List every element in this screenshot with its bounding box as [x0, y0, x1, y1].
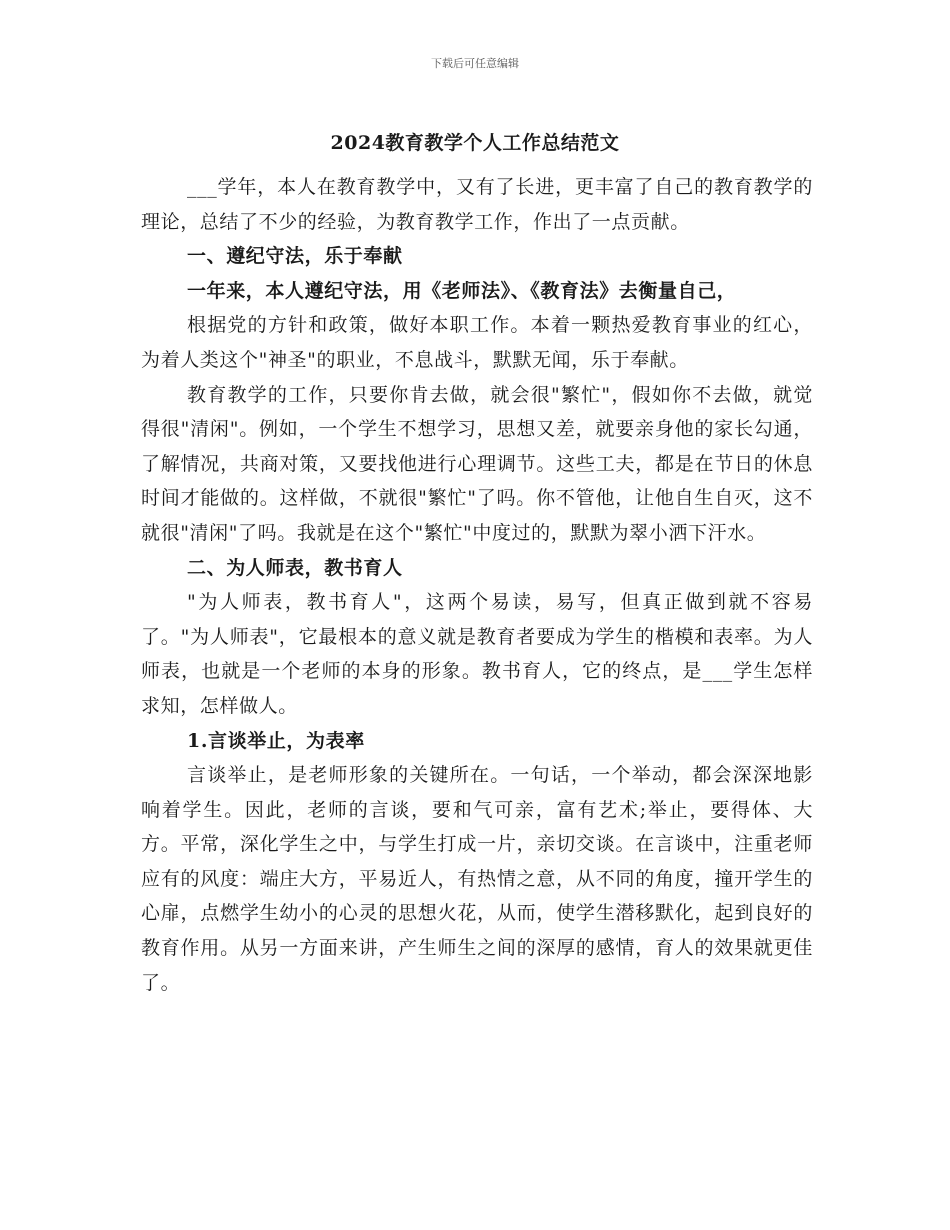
section-heading-2: 二、为人师表，教书育人	[187, 556, 403, 579]
document-title: 2024教育教学个人工作总结范文	[330, 132, 620, 154]
bold-lead-sentence: 一年来，本人遵纪守法，用《老师法》、《教育法》去衡量自己，	[187, 279, 737, 302]
document-body	[141, 170, 813, 1000]
intro-paragraph: ___学年，本人在教育教学中，又有了长进，更丰富了自己的教育教学的理论，总结了不少的经验，为教育教学工作，作出了一点贡献。	[141, 176, 813, 233]
page-header-note: 下载后可任意编辑	[431, 57, 519, 70]
paragraph-role-model: "为人师表，教书育人"，这两个易读，易写，但真正做到就不容易了。"为人师表"，它最根本的意义就是教育者要成为学生的楷模和表率。为人师表，也就是一个老师的本身的形象。教书育人，它的终点，是___学生怎样求知，怎样做人。	[141, 591, 813, 717]
paragraph-speech-conduct: 言谈举止，是老师形象的关键所在。一句话，一个举动，都会深深地影响着学生。因此，老师的言谈，要和气可亲，富有艺术;举止，要得体、大方。平常，深化学生之中，与学生打成一片，亲切交谈。在言谈中，注重老师应有的风度：端庄大方，平易近人，有热情之意，从不同的角度，撞开学生的心扉，点燃学生幼小的心灵的思想火花，从而，使学生潜移默化，起到良好的教育作用。从另一方面来讲，产生师生之间的深厚的感情，育人的效果就更佳了。	[141, 764, 813, 994]
paragraph-duty: 根据党的方针和政策，做好本职工作。本着一颗热爱教育事业的红心，为着人类这个"神圣"的职业，不息战斗，默默无闻，乐于奉献。	[141, 314, 813, 371]
subsection-heading-1: 1.言谈举止，为表率	[187, 729, 365, 752]
paragraph-busy-idle: 教育教学的工作，只要你肯去做，就会很"繁忙"，假如你不去做，就觉得很"清闲"。例如，一个学生不想学习，思想又差，就要亲身他的家长勾通，了解情况，共商对策，又要找他进行心理调节。这些工夫，都是在节日的休息时间才能做的。这样做，不就很"繁忙"了吗。你不管他，让他自生自灭，这不就很"清闲"了吗。我就是在这个"繁忙"中度过的，默默为翠小洒下汗水。	[141, 383, 813, 544]
section-heading-1: 一、遵纪守法，乐于奉献	[187, 245, 403, 268]
